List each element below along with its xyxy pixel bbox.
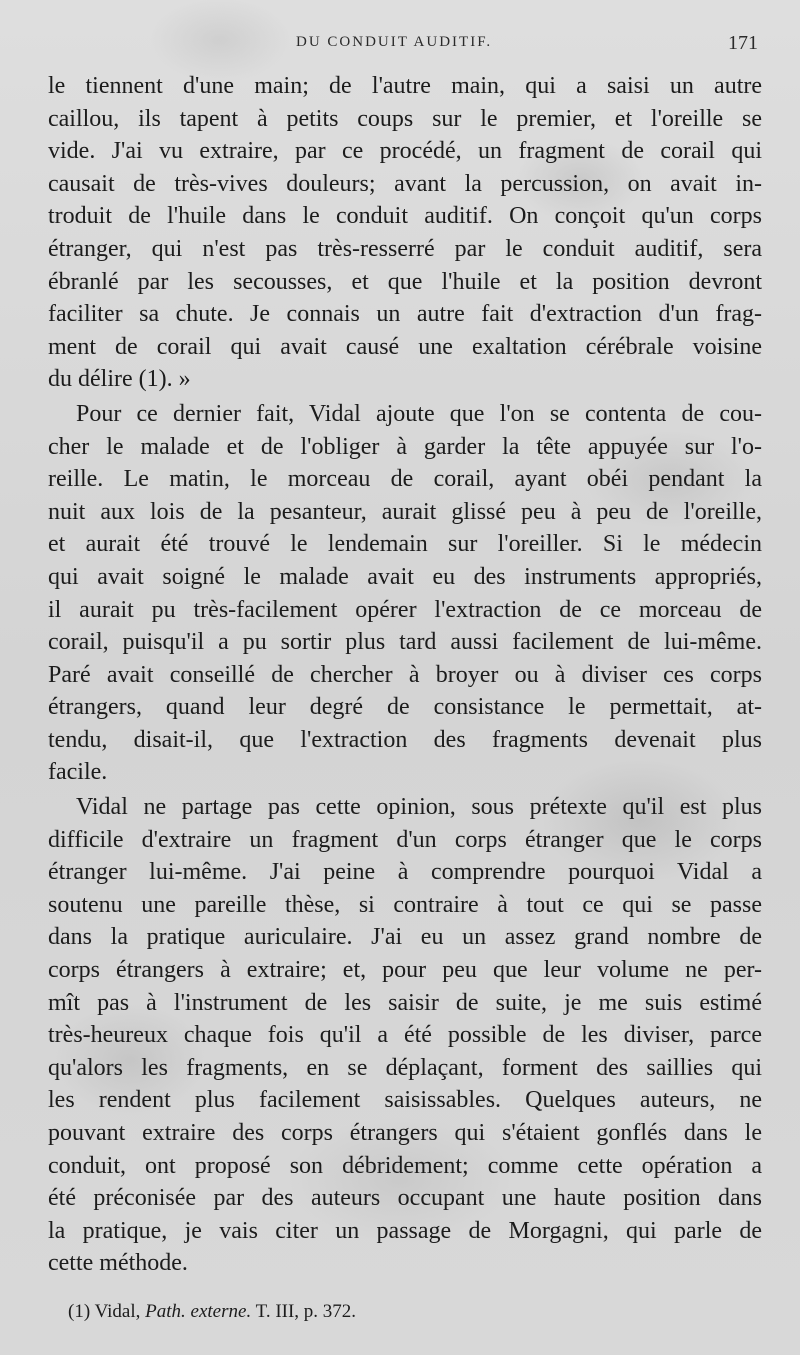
text-line: le tiennent d'une main; de l'autre main, qui a saisi un autre [48,73,762,99]
footnote [68,1301,356,1323]
footnote-marker: (1) [68,1301,91,1322]
text-line: corail, puisqu'il a pu sortir plus tard aussi facilement de lui-même. [48,629,762,656]
text-line: qu'alors les fragments, en se déplaçant, forment des saillies qui [48,1054,762,1081]
text-line: qui avait soigné le malade avait eu des instruments appropriés, [48,563,762,590]
text-line: ébranlé par les secousses, et que l'huile et la position devront [48,268,762,295]
text-line: conduit, ont proposé son débridement; comme cette opération a [48,1152,762,1179]
running-title: DU CONDUIT AUDITIF. [296,34,493,50]
text-line: ment de corail qui avait causé une exaltation cérébrale voisine [48,333,762,360]
text-line: Paré avait conseillé de chercher à broyer ou à diviser ces corps [48,661,762,688]
paragraph-3 [48,791,762,1280]
text-line: la pratique, je vais citer un passage de Morgagni, qui parle de [48,1217,762,1244]
text-line: et aurait été trouvé le lendemain sur l'oreiller. Si le médecin [48,531,762,558]
text-line: caillou, ils tapent à petits coups sur le premier, et l'oreille se [48,105,762,132]
text-line: mît pas à l'instrument de les saisir de suite, je me suis estimé [48,989,762,1016]
paragraph-1 [48,70,762,396]
text-line: reille. Le matin, le morceau de corail, ayant obéi pendant la [48,466,762,493]
text-line: il aurait pu très-facilement opérer l'extraction de ce morceau de [48,596,762,623]
text-line: étranger, qui n'est pas très-resserré par le conduit auditif, sera [48,235,762,262]
text-line: causait de très-vives douleurs; avant la percussion, on avait in- [48,170,762,197]
page-number: 171 [728,32,758,54]
text-line: troduit de l'huile dans le conduit auditif. On conçoit qu'un corps [48,203,762,230]
text-line: du délire (1). » [48,366,191,393]
text-line: Vidal ne partage pas cette opinion, sous prétexte qu'il est plus [76,794,762,821]
text-line: difficile d'extraire un fragment d'un corps étranger que le corps [48,826,762,853]
text-line: étrangers, quand leur degré de consistance le permettait, at- [48,694,762,721]
text-line: tendu, disait-il, que l'extraction des fragments devenait plus [48,726,762,753]
text-line: très-heureux chaque fois qu'il a été possible de les diviser, parce [48,1022,762,1049]
text-line: dans la pratique auriculaire. J'ai eu un assez grand nombre de [48,924,762,951]
text-line: été préconisée par des auteurs occupant une haute position dans [48,1185,762,1212]
text-line: cher le malade et de l'obliger à garder la tête appuyée sur l'o- [48,433,762,460]
text-line: les rendent plus facilement saisissables. Quelques auteurs, ne [48,1087,762,1114]
text-line: cette méthode. [48,1250,188,1277]
text-line: vide. J'ai vu extraire, par ce procédé, un fragment de corail qui [48,138,762,165]
footnote-author: Vidal, [94,1301,141,1322]
text-line: corps étrangers à extraire; et, pour peu que leur volume ne per- [48,957,762,984]
text-line: pouvant extraire des corps étrangers qui s'étaient gonflés dans le [48,1120,762,1146]
text-line: faciliter sa chute. Je connais un autre fait d'extraction d'un frag- [48,301,762,328]
footnote-work: Path. externe. [145,1301,252,1322]
text-line: Pour ce dernier fait, Vidal ajoute que l'on se contenta de cou- [76,400,762,427]
text-line: soutenu une pareille thèse, si contraire à tout ce qui se passe [48,891,762,918]
footnote-ref: T. III, p. 372. [255,1301,357,1322]
text-line: facile. [48,759,108,786]
body-text [48,70,762,1280]
text-line: nuit aux lois de la pesanteur, aurait glissé peu à peu de l'oreille, [48,498,762,525]
text-line: étranger lui-même. J'ai peine à comprendre pourquoi Vidal a [48,859,762,886]
running-head [0,30,800,60]
paragraph-2 [48,398,762,789]
